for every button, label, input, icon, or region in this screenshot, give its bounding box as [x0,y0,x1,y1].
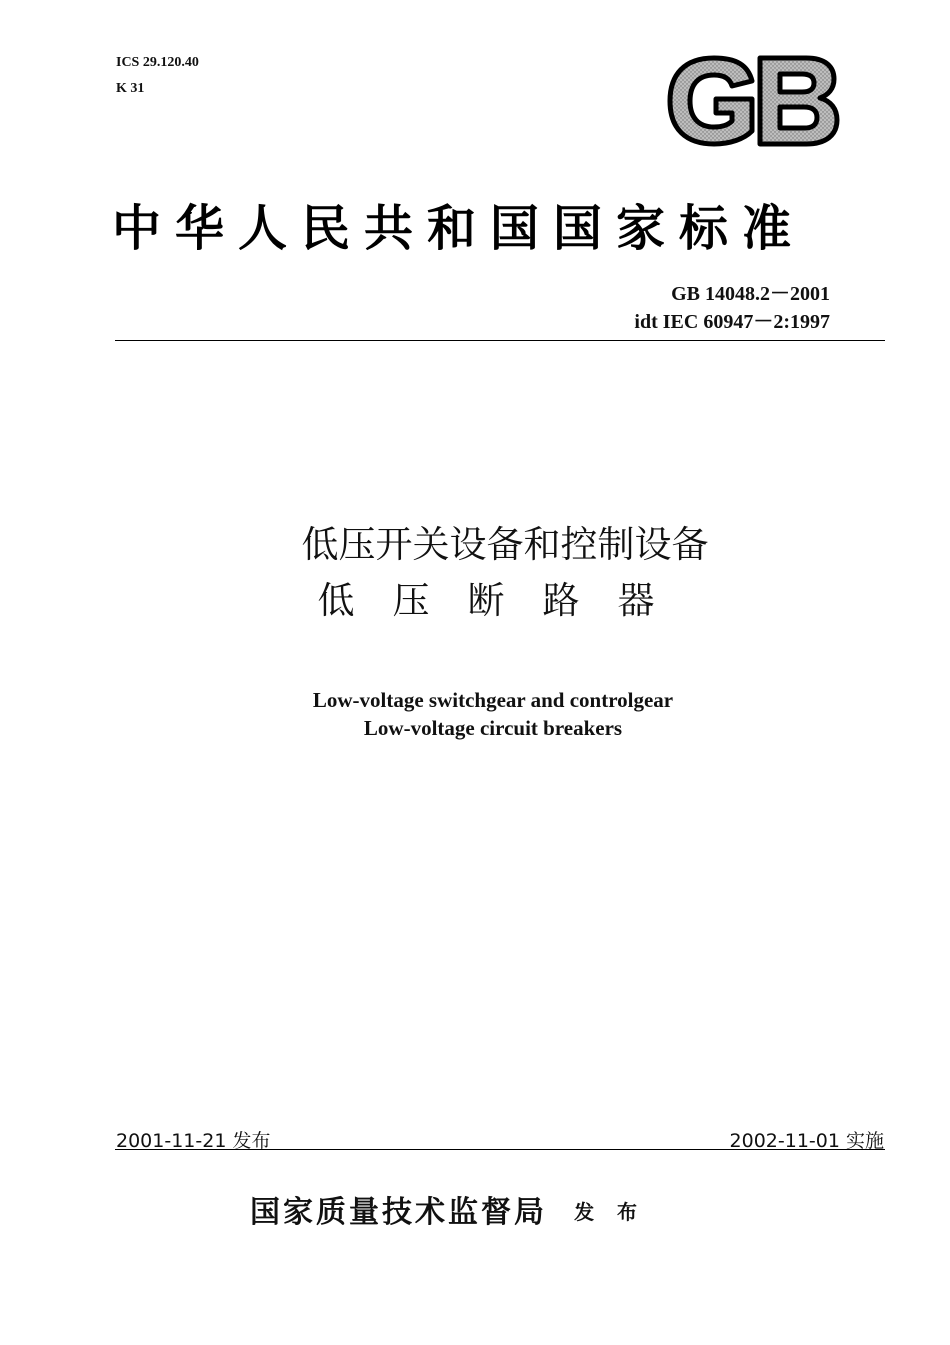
issue-date: 2001-11-21 发布 [116,1130,271,1152]
ics-code: ICS 29.120.40 [116,55,199,70]
issuer-line [250,1187,645,1231]
standard-number: GB 14048.2－2001 [671,283,830,305]
title-en-main: Low-voltage switchgear and controlgear [312,688,674,712]
issuer-name: 国家质量技术监督局 [250,1195,547,1230]
header-divider [115,340,885,341]
classification-codes [116,50,199,102]
issuer-action: 发 布 [574,1200,646,1224]
national-standard-heading: 中华人民共和国国家标准 [112,200,806,257]
title-en-sub: Low-voltage circuit breakers [363,716,623,740]
effective-date: 2002-11-01 实施 [729,1130,884,1152]
title-zh-main: 低压开关设备和控制设备 [301,523,709,566]
title-en [0,686,950,742]
title-zh-sub: 低压断路器 [317,579,693,622]
gb-logo-icon [666,55,840,147]
footer-divider [115,1149,885,1150]
ccs-code: K 31 [116,81,145,96]
standard-codes [634,280,830,336]
standard-equivalence: idt IEC 60947－2:1997 [634,311,830,333]
